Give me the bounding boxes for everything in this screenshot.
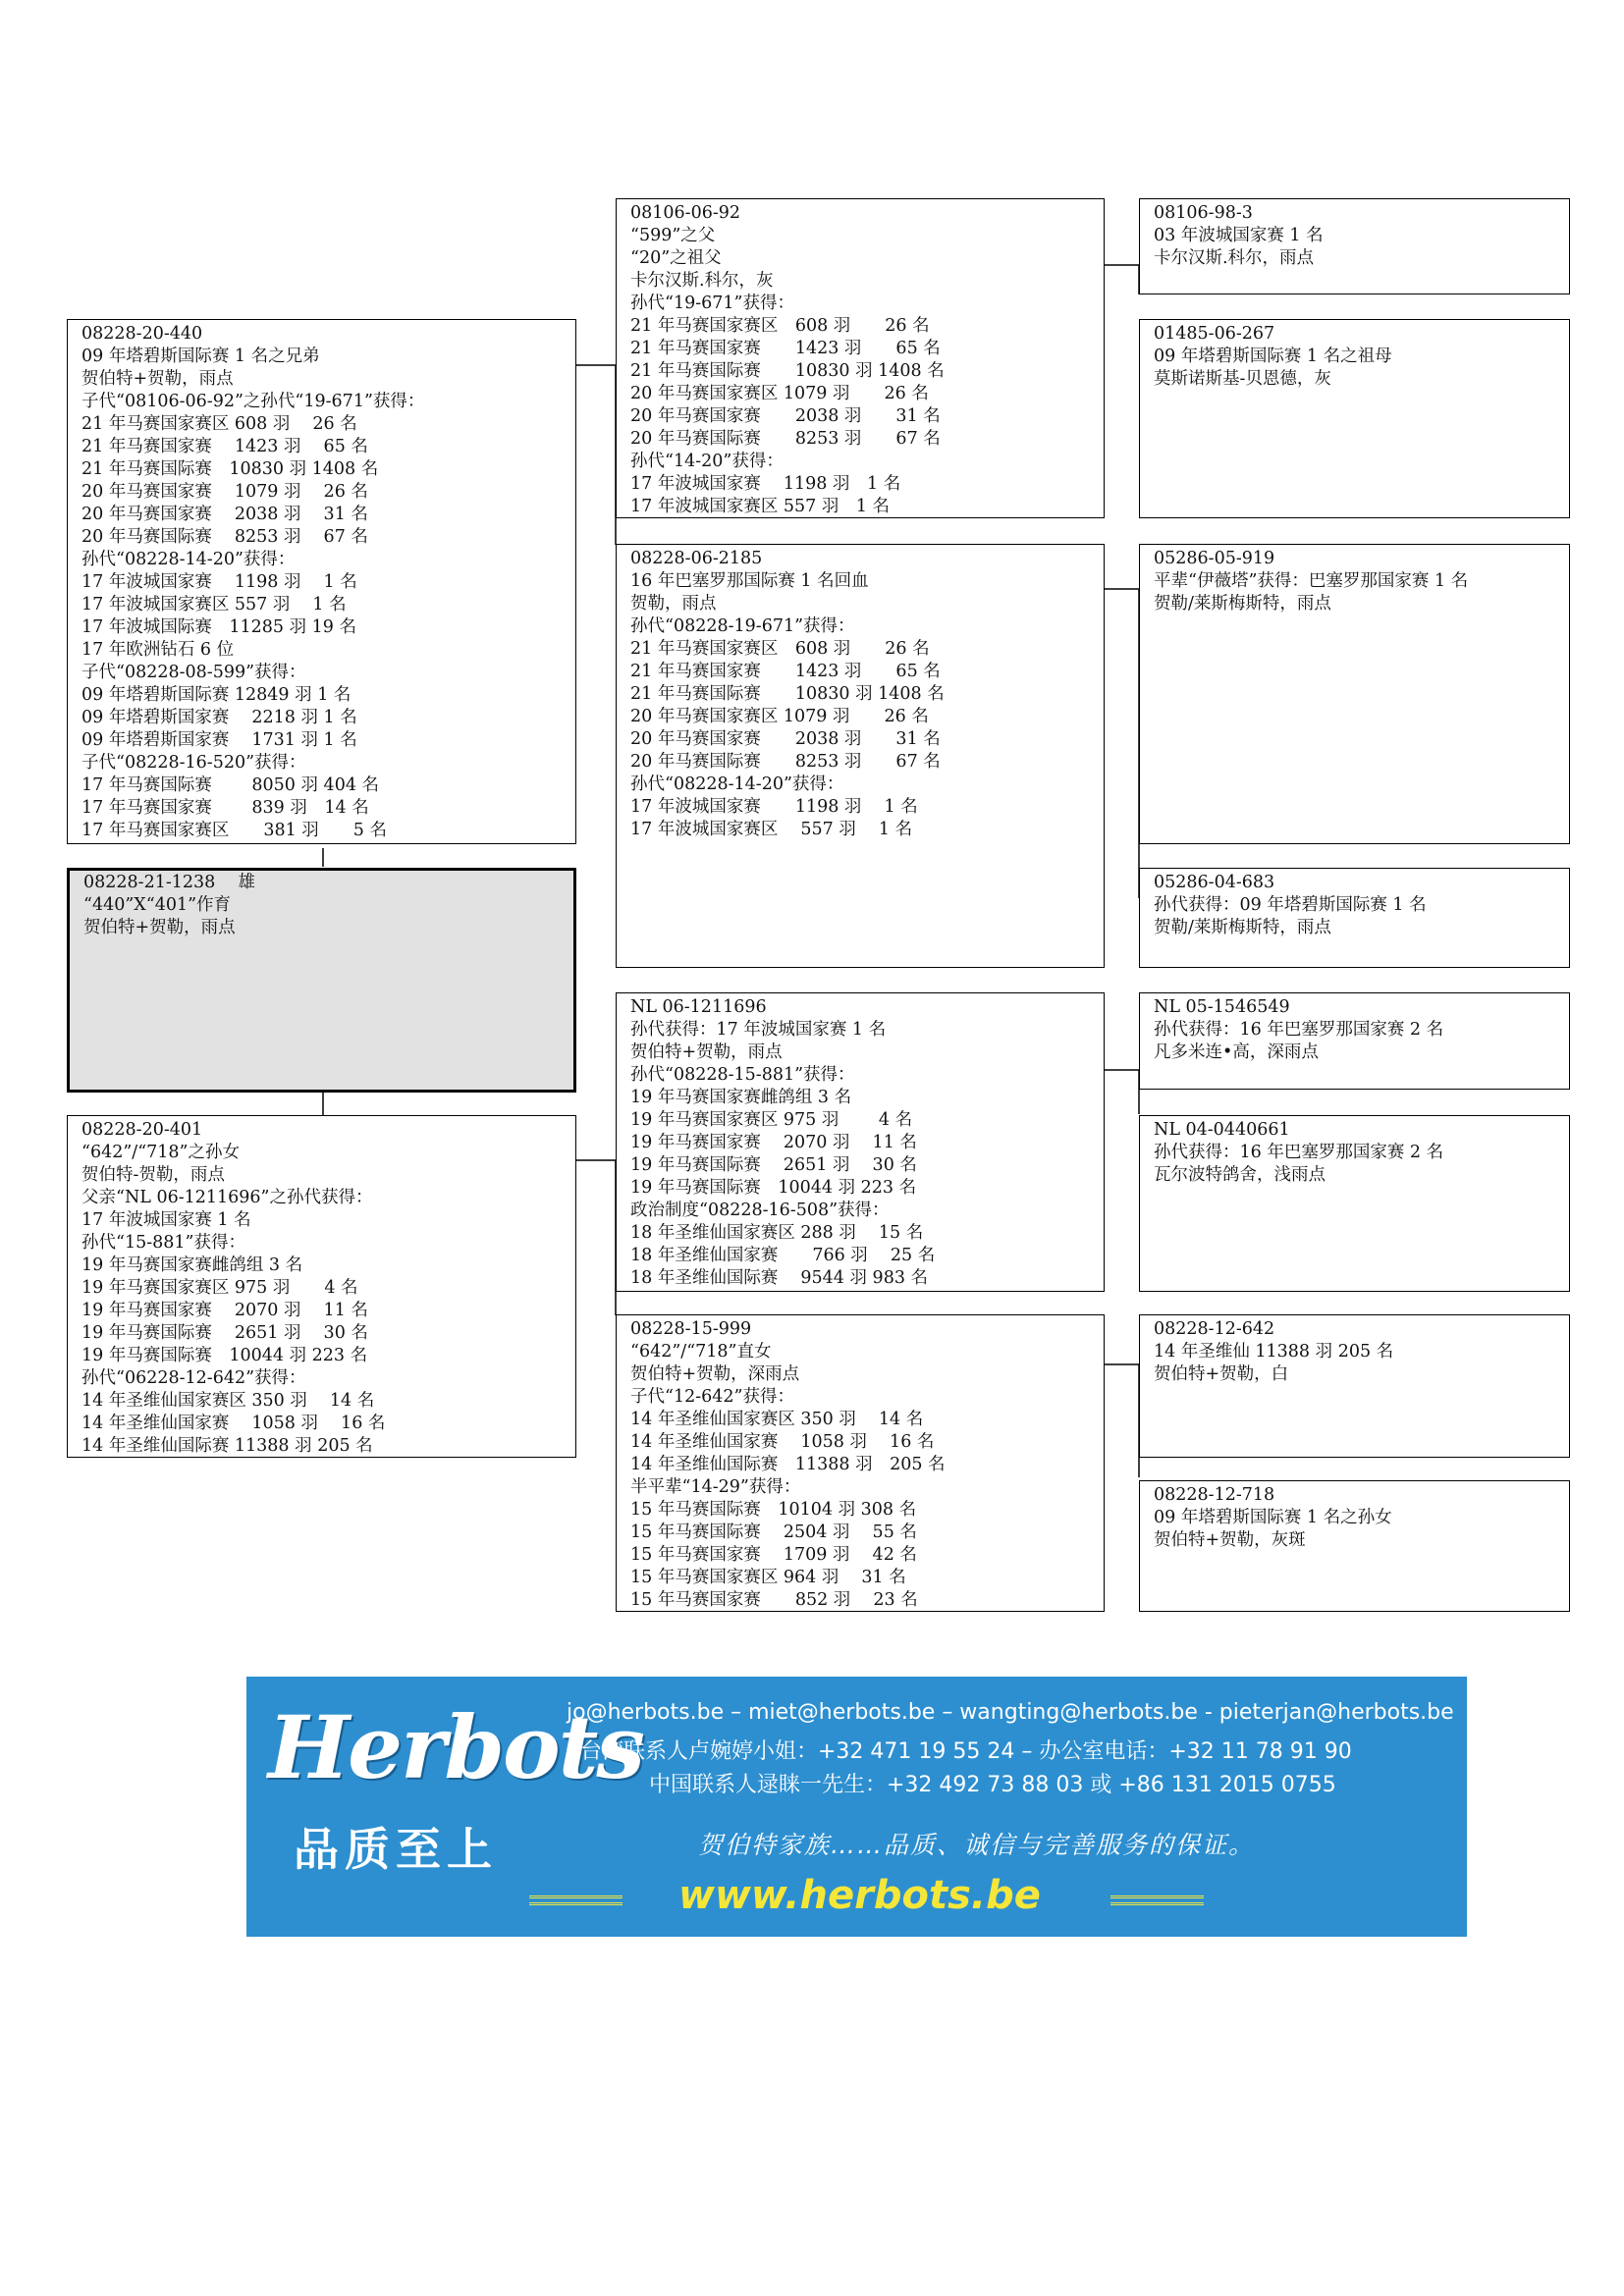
ring-number: 05286-05-919	[1154, 549, 1275, 568]
pedigree-line: 15 年马赛国家赛区 964 羽 31 名	[630, 1568, 906, 1587]
pedigree-line: 20 年马赛国际赛 8253 羽 67 名	[630, 752, 941, 772]
herbots-banner	[246, 1677, 1467, 1937]
pedigree-line: 14 年圣维仙国家赛 1058 羽 16 名	[630, 1432, 935, 1452]
pedigree-line: 20 年马赛国际赛 8253 羽 67 名	[630, 429, 941, 449]
pedigree-line: “642”/“718”之孙女	[81, 1143, 240, 1162]
ring-number: NL 04-0440661	[1154, 1120, 1290, 1140]
pedigree-line: 孙代“15-881”获得：	[81, 1233, 245, 1253]
pedigree-line: 贺伯特+贺勒，白	[1154, 1364, 1289, 1384]
ring-number: 01485-06-267	[1154, 324, 1275, 344]
sire-card	[67, 319, 576, 844]
pedigree-line: 19 年马赛国家赛雌鸽组 3 名	[630, 1088, 852, 1107]
pedigree-line: 18 年圣维仙国际赛 9544 羽 983 名	[630, 1268, 929, 1288]
ring-number: 08228-20-440	[81, 324, 203, 344]
pedigree-line: 孙代获得：09 年塔碧斯国际赛 1 名	[1154, 895, 1427, 915]
sire-dam-sire-card	[1139, 544, 1570, 844]
pedigree-line: 21 年马赛国际赛 10830 羽 1408 名	[630, 361, 945, 381]
pedigree-line: 19 年马赛国家赛雌鸽组 3 名	[81, 1255, 303, 1275]
pedigree-line: 17 年马赛国家赛区 381 羽 5 名	[81, 821, 387, 840]
pedigree-line: 14 年圣维仙国家赛 1058 羽 16 名	[81, 1414, 386, 1433]
dam-card	[67, 1115, 576, 1458]
website-link[interactable]: www.herbots.be	[678, 1873, 1041, 1918]
decor-line-left	[529, 1896, 623, 1905]
pedigree-line: 凡多米连•高，深雨点	[1154, 1042, 1319, 1062]
pedigree-line: 21 年马赛国际赛 10830 羽 1408 名	[630, 684, 945, 704]
dam-dam-sire-card	[1139, 1314, 1570, 1458]
pedigree-line: 贺伯特+贺勒，深雨点	[630, 1364, 800, 1384]
dam-sire-dam-card	[1139, 1115, 1570, 1292]
dam-sire-card	[616, 992, 1105, 1292]
dam-sire-sire-card	[1139, 992, 1570, 1090]
dam-dam-dam-card	[1139, 1480, 1570, 1612]
pedigree-line: 政治制度“08228-16-508”获得：	[630, 1201, 890, 1220]
sire-sire-card	[616, 198, 1105, 518]
pedigree-line: 贺伯特+贺勒，灰斑	[1154, 1530, 1306, 1550]
pedigree-line: 卡尔汉斯.科尔，灰	[630, 271, 774, 291]
pedigree-line: 孙代获得：16 年巴塞罗那国家赛 2 名	[1154, 1020, 1444, 1040]
sire-dam-card	[616, 544, 1105, 968]
pedigree-line: 03 年波城国家赛 1 名	[1154, 226, 1324, 245]
decor-line-right	[1110, 1896, 1204, 1905]
herbots-logo: Herbots	[268, 1696, 643, 1798]
pedigree-line: 父亲“NL 06-1211696”之孙代获得：	[81, 1188, 373, 1207]
pedigree-line: 17 年波城国家赛区 557 羽 1 名	[630, 497, 891, 516]
pedigree-line: 17 年波城国家赛 1198 羽 1 名	[81, 572, 357, 592]
pedigree-line: 孙代“14-20”获得：	[630, 452, 784, 471]
ring-number: 08228-15-999	[630, 1319, 752, 1339]
sire-dam-dam-card	[1139, 868, 1570, 968]
pedigree-line: 莫斯诺斯基-贝恩德，灰	[1154, 369, 1331, 389]
pedigree-line: 21 年马赛国家赛 1423 羽 65 名	[630, 339, 941, 358]
pedigree-line: 贺伯特-贺勒，雨点	[81, 1165, 225, 1185]
pedigree-line: 17 年波城国家赛 1198 羽 1 名	[630, 474, 901, 494]
ring-number: 05286-04-683	[1154, 873, 1275, 892]
sire-sire-dam-card	[1139, 319, 1570, 518]
pedigree-line: 20 年马赛国家赛 2038 羽 31 名	[630, 729, 941, 749]
pedigree-line: 15 年马赛国家赛 1709 羽 42 名	[630, 1545, 917, 1565]
pedigree-line: 14 年圣维仙国际赛 11388 羽 205 名	[81, 1436, 373, 1456]
pedigree-line: “599”之父	[630, 226, 716, 245]
pedigree-line: 20 年马赛国际赛 8253 羽 67 名	[81, 527, 368, 547]
pedigree-line: 14 年圣维仙国际赛 11388 羽 205 名	[630, 1455, 946, 1474]
ring-number: 08228-20-401	[81, 1120, 203, 1140]
pedigree-line: 17 年波城国家赛 1 名	[81, 1210, 251, 1230]
pedigree-line: 09 年塔碧斯国际赛 1 名之孙女	[1154, 1508, 1392, 1527]
pedigree-line: 15 年马赛国际赛 10104 羽 308 名	[630, 1500, 917, 1520]
pedigree-line: 半平辈“14-29”获得：	[630, 1477, 801, 1497]
pedigree-line: 孙代“19-671”获得：	[630, 294, 794, 313]
pedigree-line: 19 年马赛国家赛 2070 羽 11 名	[630, 1133, 917, 1152]
pedigree-line: 孙代“06228-12-642”获得：	[81, 1368, 306, 1388]
ring-number: 08106-98-3	[1154, 203, 1253, 223]
pedigree-line: 孙代获得：17 年波城国家赛 1 名	[630, 1020, 887, 1040]
dam-dam-card	[616, 1314, 1105, 1612]
pedigree-line: 子代“12-642”获得：	[630, 1387, 794, 1407]
ring-number: 08228-12-642	[1154, 1319, 1275, 1339]
pedigree-line: 20 年马赛国家赛 2038 羽 31 名	[630, 406, 941, 426]
pedigree-line: 20 年马赛国家赛区 1079 羽 26 名	[630, 384, 929, 403]
banner-china-contact: 中国联系人逯睐一先生：+32 492 73 88 03 或 +86 131 2015 0755	[649, 1773, 1336, 1797]
pedigree-line: 20 年马赛国家赛区 1079 羽 26 名	[630, 707, 929, 726]
banner-tagline: 贺伯特家族……品质、诚信与完善服务的保证。	[698, 1831, 1256, 1859]
pedigree-line: 09 年塔碧斯国际赛 12849 羽 1 名	[81, 685, 352, 705]
pedigree-line: 贺伯特+贺勒，雨点	[630, 1042, 783, 1062]
pedigree-line: 19 年马赛国际赛 2651 羽 30 名	[81, 1323, 368, 1343]
pedigree-line: 19 年马赛国际赛 2651 羽 30 名	[630, 1155, 917, 1175]
pedigree-line: 21 年马赛国家赛区 608 羽 26 名	[81, 414, 357, 434]
pedigree-line: 贺勒/莱斯梅斯特，雨点	[1154, 918, 1331, 937]
pedigree-line: 子代“08228-16-520”获得：	[81, 753, 306, 773]
banner-slogan: 品质至上	[294, 1823, 498, 1876]
pedigree-line: 15 年马赛国际赛 2504 羽 55 名	[630, 1522, 917, 1542]
pedigree-line: 贺勒，雨点	[630, 594, 717, 614]
pedigree-line: 14 年圣维仙国家赛区 350 羽 14 名	[81, 1391, 375, 1411]
pedigree-line: 孙代获得：16 年巴塞罗那国家赛 2 名	[1154, 1143, 1444, 1162]
pedigree-line: 17 年马赛国家赛 839 羽 14 名	[81, 798, 369, 818]
ring-number: 08228-21-1238 雄	[83, 873, 255, 892]
ring-number: 08228-12-718	[1154, 1485, 1275, 1505]
pedigree-line: 14 年圣维仙 11388 羽 205 名	[1154, 1342, 1394, 1362]
pedigree-line: “20”之祖父	[630, 248, 722, 268]
pedigree-line: 19 年马赛国际赛 10044 羽 223 名	[81, 1346, 368, 1365]
pedigree-line: 孙代“08228-15-881”获得：	[630, 1065, 855, 1085]
pedigree-line: 孙代“08228-14-20”获得：	[630, 774, 844, 794]
subject-card	[67, 868, 576, 1093]
pedigree-line: 21 年马赛国际赛 10830 羽 1408 名	[81, 459, 379, 479]
pedigree-line: 19 年马赛国家赛 2070 羽 11 名	[81, 1301, 368, 1320]
banner-emails: jo@herbots.be – miet@herbots.be – wangting@herbots.be - pieterjan@herbots.be	[567, 1700, 1454, 1725]
pedigree-line: 19 年马赛国际赛 10044 羽 223 名	[630, 1178, 917, 1198]
pedigree-line: “440”X“401”作育	[83, 895, 232, 915]
pedigree-line: 17 年波城国际赛 11285 羽 19 名	[81, 617, 356, 637]
pedigree-line: 子代“08106-06-92”之孙代“19-671”获得：	[81, 392, 425, 411]
pedigree-line: 平辈“伊薇塔”获得：巴塞罗那国家赛 1 名	[1154, 571, 1469, 591]
pedigree-line: 孙代“08228-19-671”获得：	[630, 616, 855, 636]
pedigree-line: 21 年马赛国家赛区 608 羽 26 名	[630, 316, 930, 336]
pedigree-line: 09 年塔碧斯国际赛 1 名之兄弟	[81, 347, 320, 366]
pedigree-line: 09 年塔碧斯国家赛 2218 羽 1 名	[81, 708, 357, 727]
pedigree-line: 贺勒/莱斯梅斯特，雨点	[1154, 594, 1331, 614]
pedigree-line: 17 年波城国家赛区 557 羽 1 名	[630, 820, 913, 839]
sire-sire-sire-card	[1139, 198, 1570, 294]
pedigree-line: 09 年塔碧斯国家赛 1731 羽 1 名	[81, 730, 357, 750]
pedigree-line: 子代“08228-08-599”获得：	[81, 663, 306, 682]
pedigree-line: 瓦尔波特鸽舍，浅雨点	[1154, 1165, 1326, 1185]
pedigree-line: 17 年波城国家赛 1198 羽 1 名	[630, 797, 918, 817]
ring-number: NL 06-1211696	[630, 997, 767, 1017]
pedigree-line: 21 年马赛国家赛 1423 羽 65 名	[81, 437, 368, 456]
pedigree-line: 09 年塔碧斯国际赛 1 名之祖母	[1154, 347, 1392, 366]
pedigree-line: 卡尔汉斯.科尔，雨点	[1154, 248, 1315, 268]
pedigree-line: 20 年马赛国家赛 2038 羽 31 名	[81, 505, 368, 524]
banner-taiwan-contact: 台湾联系人卢婉婷小姐：+32 471 19 55 24 – 办公室电话：+32 11 78 91 90	[580, 1739, 1352, 1764]
pedigree-line: 18 年圣维仙国家赛区 288 羽 15 名	[630, 1223, 924, 1243]
pedigree-line: 17 年欧洲钻石 6 位	[81, 640, 235, 660]
ring-number: NL 05-1546549	[1154, 997, 1290, 1017]
pedigree-line: 贺伯特+贺勒，雨点	[83, 918, 236, 937]
pedigree-line: 16 年巴塞罗那国际赛 1 名回血	[630, 571, 869, 591]
pedigree-line: 17 年马赛国际赛 8050 羽 404 名	[81, 775, 380, 795]
pedigree-line: 21 年马赛国家赛 1423 羽 65 名	[630, 662, 941, 681]
pedigree-line: 21 年马赛国家赛区 608 羽 26 名	[630, 639, 930, 659]
pedigree-line: 20 年马赛国家赛 1079 羽 26 名	[81, 482, 368, 502]
pedigree-line: 17 年波城国家赛区 557 羽 1 名	[81, 595, 347, 614]
pedigree-line: 14 年圣维仙国家赛区 350 羽 14 名	[630, 1410, 924, 1429]
ring-number: 08106-06-92	[630, 203, 741, 223]
pedigree-line: 19 年马赛国家赛区 975 羽 4 名	[630, 1110, 913, 1130]
pedigree-line: 孙代“08228-14-20”获得：	[81, 550, 296, 569]
pedigree-line: 15 年马赛国家赛 852 羽 23 名	[630, 1590, 918, 1610]
pedigree-line: 19 年马赛国家赛区 975 羽 4 名	[81, 1278, 358, 1298]
pedigree-line: 18 年圣维仙国家赛 766 羽 25 名	[630, 1246, 936, 1265]
ring-number: 08228-06-2185	[630, 549, 763, 568]
pedigree-line: “642”/“718”直女	[630, 1342, 772, 1362]
pedigree-line: 贺伯特+贺勒，雨点	[81, 369, 234, 389]
